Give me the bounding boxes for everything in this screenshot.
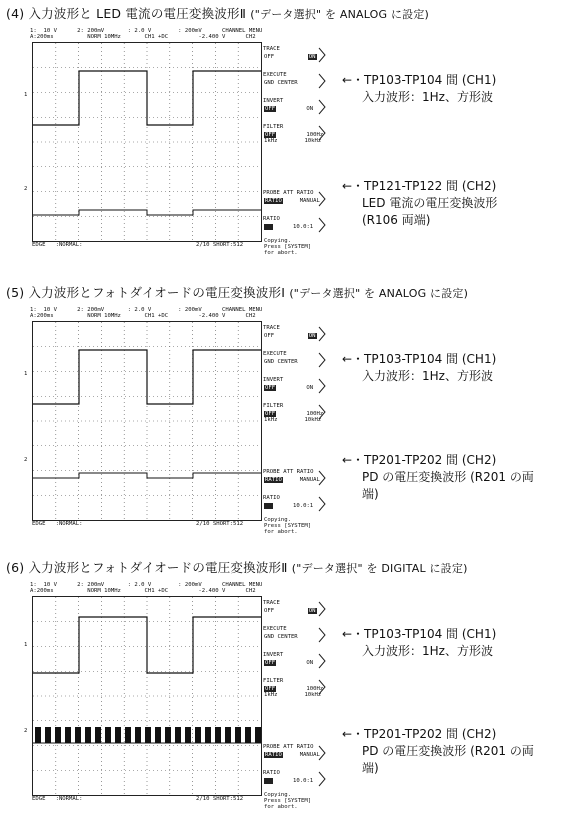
trace-menu-item[interactable]: [262, 325, 322, 345]
execute-menu-item[interactable]: [262, 351, 322, 371]
scope-header-line-1: 1: 10 V 2: 200mV : 2.0 V : 200mV CHANNEL MENU: [30, 28, 263, 34]
ch2-marker: 2: [24, 186, 28, 192]
copying-status: Copying. Press [SYSTEM] for abort.: [264, 792, 312, 810]
ch1-marker: 1: [24, 642, 28, 648]
section-5-note: ("データ選択" を ANALOG に設定): [289, 287, 469, 300]
probe-att-value: RATIO MANUAL: [265, 752, 320, 758]
annotation-ch1-5: [342, 351, 496, 385]
probe-att-menu-item[interactable]: [262, 744, 322, 764]
ch2-waveform: [33, 473, 261, 478]
record-length: 2/10 SHORT:512: [196, 521, 244, 527]
annotation-line: 端): [362, 487, 379, 501]
section-6-title: [6, 558, 468, 576]
scope-header-line-1: 1: 10 V 2: 200mV : 2.0 V : 200mV CHANNEL MENU: [30, 307, 263, 313]
ch2-pulse: [95, 727, 101, 743]
waveform-plot: [33, 322, 261, 520]
annotation-line: ←・TP103-TP104 間 (CH1): [342, 73, 497, 87]
chevron-right-icon: [318, 73, 326, 89]
annotation-line: 端): [362, 761, 379, 775]
filter-label: FILTER: [263, 124, 284, 130]
ch2-pulse: [115, 727, 121, 743]
ch2-pulse: [225, 727, 231, 743]
chevron-right-icon: [318, 496, 326, 512]
ch2-pulse: [145, 727, 151, 743]
probe-att-menu-item[interactable]: [262, 469, 322, 489]
chevron-right-icon: [318, 601, 326, 617]
trace-label: TRACE: [263, 600, 280, 606]
annotation-ch2-6: [342, 726, 534, 777]
trigger-mode: EDGE :NORMAL:: [32, 521, 83, 527]
chevron-right-icon: [318, 679, 326, 695]
ratio-value: 10.0:1: [264, 778, 313, 784]
waveform-plot: [33, 43, 261, 241]
chevron-right-icon: [318, 470, 326, 486]
ch2-pulse: [125, 727, 131, 743]
annotation-line: ←・TP121-TP122 間 (CH2): [342, 179, 497, 193]
ratio-menu-item[interactable]: [262, 216, 322, 236]
ch2-pulse: [215, 727, 221, 743]
trace-on-box: ON: [308, 333, 316, 339]
invert-value: OFF ON: [265, 385, 314, 391]
ch2-pulse: [195, 727, 201, 743]
scope-header-line-2: A:200ms NORM 10MHz CH1 +DC -2.400 V CH2: [30, 313, 256, 319]
ch2-pulse: [245, 727, 251, 743]
section-4-heading: (4) 入力波形と LED 電流の電圧変換波形Ⅱ: [6, 6, 247, 21]
annotation-line: PD の電圧変換波形 (R201 の両: [362, 470, 534, 484]
section-6-heading: (6) 入力波形とフォトダイオードの電圧変換波形Ⅱ: [6, 560, 288, 575]
ratio-label: RATIO: [263, 770, 280, 776]
chevron-right-icon: [318, 326, 326, 342]
trace-on-box: ON: [308, 54, 316, 60]
ch2-pulse: [35, 727, 41, 743]
ch2-pulse: [255, 727, 261, 743]
ch2-pulse: [155, 727, 161, 743]
trace-value: OFF ON: [264, 54, 316, 60]
invert-value: OFF ON: [265, 106, 314, 112]
filter-menu-item[interactable]: [262, 678, 322, 706]
scope-header-line-2: A:200ms NORM 10MHz CH1 +DC -2.400 V CH2: [30, 588, 256, 594]
annotation-line: ←・TP103-TP104 間 (CH1): [342, 352, 497, 366]
filter-label: FILTER: [263, 403, 284, 409]
execute-value: GND CENTER: [264, 634, 298, 640]
chevron-right-icon: [318, 627, 326, 643]
trace-value: OFF ON: [264, 333, 316, 339]
section-4-note: ("データ選択" を ANALOG に設定): [250, 8, 430, 21]
execute-label: EXECUTE: [263, 351, 287, 357]
probe-att-label: PROBE ATT RATIO: [263, 190, 314, 196]
ch2-pulse: [45, 727, 51, 743]
probe-att-value: RATIO MANUAL: [265, 198, 320, 204]
annotation-line: PD の電圧変換波形 (R201 の両: [362, 744, 534, 758]
filter-value: OFF 100Hz 1kHz 10kHz: [264, 411, 324, 423]
section-6-note: ("データ選択" を DIGITAL に設定): [291, 562, 468, 575]
chevron-right-icon: [318, 352, 326, 368]
execute-menu-item[interactable]: [262, 72, 322, 92]
trace-label: TRACE: [263, 325, 280, 331]
filter-value: OFF 100Hz 1kHz 10kHz: [264, 132, 324, 144]
execute-value: GND CENTER: [264, 359, 298, 365]
ch2-pulse: [65, 727, 71, 743]
ch1-waveform: [33, 617, 261, 673]
ch2-waveform: [33, 210, 261, 215]
execute-menu-item[interactable]: [262, 626, 322, 646]
annotation-ch2-5: [342, 452, 534, 503]
annotation-ch1-6: [342, 626, 496, 660]
scope-header-line-2: A:200ms NORM 10MHz CH1 +DC -2.400 V CH2: [30, 34, 256, 40]
trace-value: OFF ON: [264, 608, 316, 614]
copying-status: Copying. Press [SYSTEM] for abort.: [264, 517, 312, 535]
waveform-grid: [32, 321, 262, 521]
copying-status: Copying. Press [SYSTEM] for abort.: [264, 238, 312, 256]
invert-label: INVERT: [263, 377, 284, 383]
ch1-marker: 1: [24, 92, 28, 98]
ch2-pulse: [235, 727, 241, 743]
channel-menu: [262, 596, 330, 806]
annotation-line: LED 電流の電圧変換波形: [362, 196, 498, 210]
chevron-right-icon: [318, 47, 326, 63]
chevron-right-icon: [318, 771, 326, 787]
ch2-pulse: [85, 727, 91, 743]
ch2-pulse: [55, 727, 61, 743]
scope-header-line-1: 1: 10 V 2: 200mV : 2.0 V : 200mV CHANNEL MENU: [30, 582, 263, 588]
annotation-line: ←・TP103-TP104 間 (CH1): [342, 627, 497, 641]
oscilloscope-screen-4: [24, 28, 330, 260]
trace-label: TRACE: [263, 46, 280, 52]
ratio-label: RATIO: [263, 216, 280, 222]
chevron-right-icon: [318, 191, 326, 207]
record-length: 2/10 SHORT:512: [196, 242, 244, 248]
execute-value: GND CENTER: [264, 80, 298, 86]
chevron-right-icon: [318, 125, 326, 141]
ch2-pulse: [135, 727, 141, 743]
ratio-menu-item[interactable]: [262, 495, 322, 515]
chevron-right-icon: [318, 99, 326, 115]
ch2-pulse: [185, 727, 191, 743]
ratio-label: RATIO: [263, 495, 280, 501]
filter-menu-item[interactable]: [262, 124, 322, 152]
trace-menu-item[interactable]: [262, 600, 322, 620]
annotation-ch1-4: [342, 72, 496, 106]
ch2-pulse: [165, 727, 171, 743]
annotation-line: 入力波形：1Hz、方形波: [362, 369, 493, 383]
probe-att-label: PROBE ATT RATIO: [263, 744, 314, 750]
probe-att-menu-item[interactable]: [262, 190, 322, 210]
waveform-plot: [33, 597, 261, 795]
filter-label: FILTER: [263, 678, 284, 684]
annotation-line: ←・TP201-TP202 間 (CH2): [342, 727, 497, 741]
annotation-line: (R106 両端): [362, 213, 431, 227]
chevron-right-icon: [318, 378, 326, 394]
ratio-value: 10.0:1: [264, 224, 313, 230]
chevron-right-icon: [318, 653, 326, 669]
ch2-pulse: [75, 727, 81, 743]
invert-value: OFF ON: [265, 660, 314, 666]
ch2-pulse: [105, 727, 111, 743]
filter-value: OFF 100Hz 1kHz 10kHz: [264, 686, 324, 698]
ratio-menu-item[interactable]: [262, 770, 322, 790]
probe-att-label: PROBE ATT RATIO: [263, 469, 314, 475]
record-length: 2/10 SHORT:512: [196, 796, 244, 802]
channel-menu: [262, 321, 330, 531]
ch2-pulse: [175, 727, 181, 743]
annotation-line: 入力波形：1Hz、方形波: [362, 90, 493, 104]
invert-menu-item[interactable]: [262, 652, 322, 672]
ch1-waveform: [33, 350, 261, 404]
section-5-heading: (5) 入力波形とフォトダイオードの電圧変換波形Ⅰ: [6, 285, 286, 300]
execute-label: EXECUTE: [263, 626, 287, 632]
channel-menu: [262, 42, 330, 252]
execute-label: EXECUTE: [263, 72, 287, 78]
trace-on-box: ON: [308, 608, 316, 614]
invert-label: INVERT: [263, 652, 284, 658]
annotation-line: ←・TP201-TP202 間 (CH2): [342, 453, 497, 467]
invert-label: INVERT: [263, 98, 284, 104]
section-5-title: [6, 283, 468, 301]
waveform-grid: [32, 42, 262, 242]
oscilloscope-screen-5: [24, 307, 330, 539]
ch1-marker: 1: [24, 371, 28, 377]
ch1-waveform: [33, 71, 261, 125]
chevron-right-icon: [318, 745, 326, 761]
trigger-mode: EDGE :NORMAL:: [32, 242, 83, 248]
annotation-ch2-4: [342, 178, 497, 229]
oscilloscope-screen-6: [24, 582, 330, 814]
ratio-value: 10.0:1: [264, 503, 313, 509]
chevron-right-icon: [318, 404, 326, 420]
filter-menu-item[interactable]: [262, 403, 322, 431]
waveform-grid: [32, 596, 262, 796]
trace-menu-item[interactable]: [262, 46, 322, 66]
trigger-mode: EDGE :NORMAL:: [32, 796, 83, 802]
invert-menu-item[interactable]: [262, 377, 322, 397]
ch2-marker: 2: [24, 728, 28, 734]
section-4-title: [6, 4, 429, 22]
invert-menu-item[interactable]: [262, 98, 322, 118]
ch2-marker: 2: [24, 457, 28, 463]
chevron-right-icon: [318, 217, 326, 233]
ch2-pulse: [205, 727, 211, 743]
annotation-line: 入力波形：1Hz、方形波: [362, 644, 493, 658]
probe-att-value: RATIO MANUAL: [265, 477, 320, 483]
